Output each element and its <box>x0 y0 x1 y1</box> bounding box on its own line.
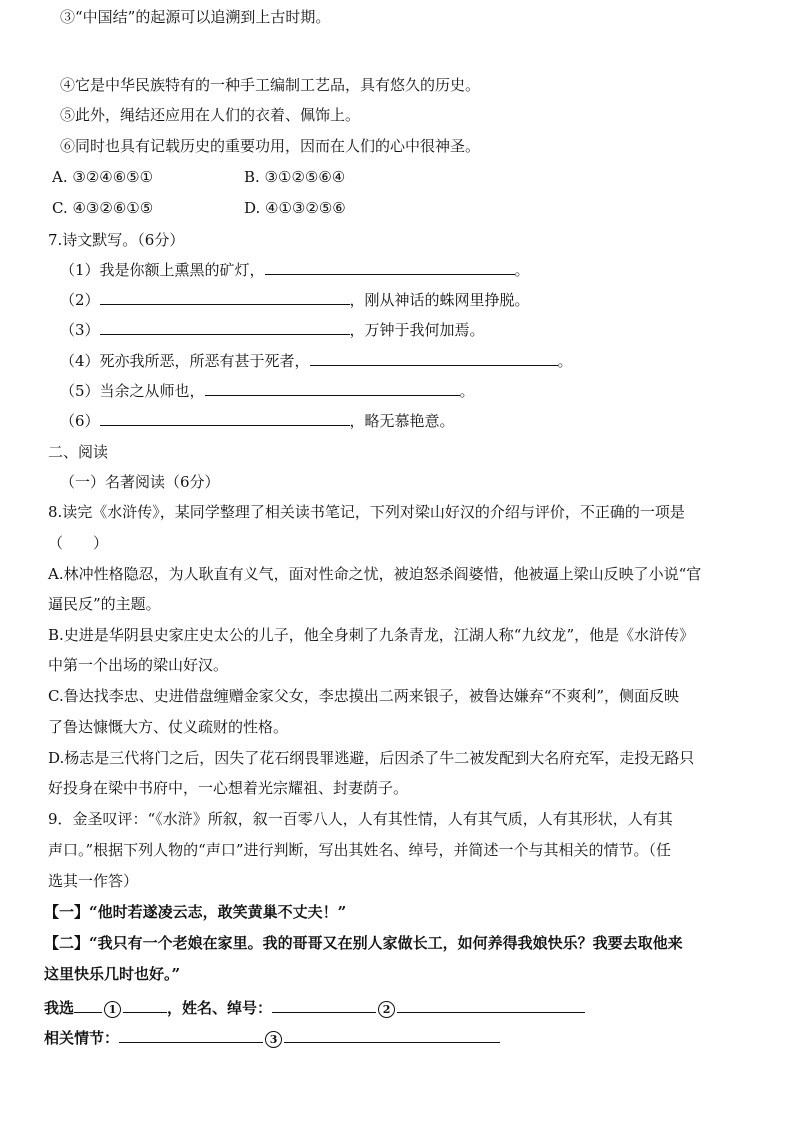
q8-option-d-line2: 好投身在梁中书府中，一心想着光宗耀祖、封妻荫子。 <box>48 779 409 797</box>
circled-marker-1: 1 <box>104 1001 121 1018</box>
name-blank-right[interactable] <box>397 998 585 1013</box>
plot-blank-right[interactable] <box>284 1028 500 1043</box>
q8-option-c-line1: C.鲁达找李忠、史进借盘缠赠金家父女，李忠摸出二两来银子，被鲁达嫌弃“不爽利”，侧面反映 <box>48 687 680 705</box>
q8-option-d-line1: D.杨志是三代将门之后，因失了花石纲畏罪逃避，后因杀了牛二被发配到大名府充军，走投无路只 <box>48 749 695 767</box>
q9-option-2-line1: 【二】“我只有一个老娘在家里。我的哥哥又在别人家做长工，如何养得我娘快乐？我要去取他来 <box>44 934 683 952</box>
q6-option-a: A. ③②④⑥⑤① <box>52 168 154 186</box>
answer-blank[interactable] <box>265 260 515 275</box>
name-blank-left[interactable] <box>272 998 376 1013</box>
answer-blank[interactable] <box>100 411 350 426</box>
q6-option-c: C. ④③②⑥①⑤ <box>52 199 154 217</box>
q7-item-1-end: 。 <box>514 261 530 279</box>
sentence-6: ⑥同时也具有记载历史的重要功用，因而在人们的心中很神圣。 <box>60 137 481 155</box>
q7-item-6-number: （6） <box>60 412 100 430</box>
q9-stem-line2: 声口。”根据下列人物的“声口”进行判断，写出其姓名、绰号，并简述一个与其相关的情节。（任 <box>48 841 672 859</box>
section-reading-title: 二、阅读 <box>48 443 109 461</box>
q8-option-a-line1: A.林冲性格隐忍，为人耿直有义气，面对性命之忧，被迫怒杀阎婆惜，他被逼上梁山反映了小说“官 <box>48 565 702 583</box>
q7-item-1-prompt: （1）我是你额上熏黑的矿灯， <box>60 261 265 279</box>
q6-option-d: D. ④①③②⑤⑥ <box>244 199 346 217</box>
q7-item-6 <box>60 411 455 431</box>
plot-label: 相关情节： <box>44 1029 120 1047</box>
q7-item-2-number: （2） <box>60 291 100 309</box>
q7-item-5 <box>60 381 475 401</box>
q7-item-6-prompt: ，略无慕艳意。 <box>349 412 455 430</box>
plot-blank-left[interactable] <box>119 1028 263 1043</box>
circled-marker-2: 2 <box>378 1001 395 1018</box>
choice-blank-right[interactable] <box>123 998 167 1013</box>
q8-option-b-line2: 中第一个出场的梁山好汉。 <box>48 656 229 674</box>
q8-option-b-line1: B.史进是华阴县史家庄史太公的儿子，他全身刺了九条青龙，江湖人称“九纹龙”，他是《水浒传》 <box>48 626 695 644</box>
q8-stem: 8.读完《水浒传》，某同学整理了相关读书笔记，下列对梁山好汉的介绍与评价，不正确的一项是 <box>48 503 685 521</box>
q8-option-c-line2: 了鲁达慷慨大方、仗义疏财的性格。 <box>48 718 289 736</box>
subsection-classics-title: （一）名著阅读（6分） <box>60 473 220 491</box>
choice-blank-left[interactable] <box>74 998 102 1013</box>
q7-item-2 <box>60 290 530 310</box>
q7-item-2-prompt: ，刚从神话的蛛网里挣脱。 <box>349 291 530 309</box>
q7-item-3-number: （3） <box>60 321 100 339</box>
q9-option-1: 【一】“他时若遂凌云志，敢笑黄巢不丈夫！” <box>44 903 347 921</box>
q7-item-3 <box>60 320 485 340</box>
q9-option-2-line2: 这里快乐几时也好。” <box>44 965 181 983</box>
q7-item-4-end: 。 <box>557 352 573 370</box>
choose-label: 我选 <box>44 999 75 1017</box>
circled-marker-3: 3 <box>265 1031 282 1048</box>
sentence-5: ⑤此外，绳结还应用在人们的衣着、佩饰上。 <box>60 106 361 124</box>
q8-answer-paren[interactable]: （ ） <box>48 534 109 552</box>
q7-item-1 <box>60 260 530 280</box>
q9-plot-row <box>44 1028 500 1048</box>
q7-item-3-prompt: ，万钟于我何加焉。 <box>349 321 485 339</box>
q7-item-4 <box>60 351 573 371</box>
q7-title: 7.诗文默写。（6分） <box>48 231 185 249</box>
answer-blank[interactable] <box>205 381 460 396</box>
q7-item-5-end: 。 <box>459 382 475 400</box>
q9-stem-line1: 9．金圣叹评：“《水浒》所叙，叙一百零八人，人有其性情，人有其气质，人有其形状，人有其 <box>48 810 673 828</box>
sentence-4: ④它是中华民族特有的一种手工编制工艺品，具有悠久的历史。 <box>60 76 481 94</box>
q7-item-4-prompt: （4）死亦我所恶，所恶有甚于死者， <box>60 352 310 370</box>
sentence-3: ③“中国结”的起源可以追溯到上古时期。 <box>60 8 331 26</box>
q9-choice-row <box>44 998 585 1018</box>
q7-item-5-prompt: （5）当余之从师也， <box>60 382 205 400</box>
answer-blank[interactable] <box>310 351 558 366</box>
q6-option-b: B. ③①②⑤⑥④ <box>244 168 346 186</box>
answer-blank[interactable] <box>100 290 350 305</box>
q8-option-a-line2: 逼民反”的主题。 <box>48 595 161 613</box>
q9-stem-line3: 选其一作答） <box>48 872 139 890</box>
name-nickname-label: ，姓名、绰号： <box>167 999 273 1017</box>
answer-blank[interactable] <box>100 320 350 335</box>
